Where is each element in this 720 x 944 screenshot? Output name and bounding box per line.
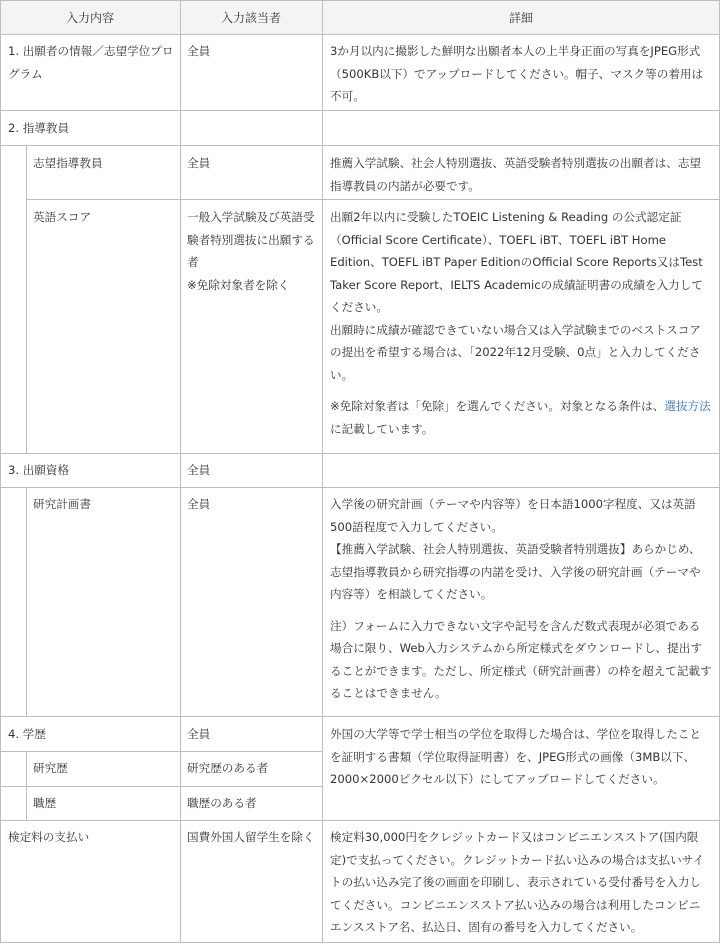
divider <box>0 820 720 821</box>
row-eligibility-who: 全員 <box>187 463 211 477</box>
divider <box>0 716 720 717</box>
row-research-plan-detail-1: 入学後の研究計画（テーマや内容等）を日本語1000字程度、又は英語500語程度で入力してください。 <box>330 497 696 534</box>
row-research-plan-detail <box>330 493 712 705</box>
row-photo-who: 全員 <box>187 44 211 58</box>
divider <box>180 0 181 943</box>
divider <box>0 0 1 943</box>
divider <box>0 0 720 1</box>
row-english-detail <box>330 206 712 440</box>
row-research-plan-detail-2: 【推薦入学試験、社会人特別選抜、英語受験者特別選抜】あらかじめ、志望指導教員から研究指導の内諾を受け、入学後の研究計画（テーマや内容等）を相談してください。 <box>330 542 701 601</box>
divider <box>26 751 27 820</box>
divider <box>0 110 720 111</box>
divider <box>0 786 322 787</box>
row-work-history-label: 職歴 <box>33 796 57 810</box>
divider <box>0 453 720 454</box>
row-research-history-who: 研究歴のある者 <box>187 761 269 775</box>
divider <box>0 145 720 146</box>
row-english-label: 英語スコア <box>33 210 91 224</box>
divider <box>322 0 323 943</box>
row-photo-label: 1. 出願者の情報／志望学位プログラム <box>8 44 174 81</box>
row-supervisor-who: 全員 <box>187 156 211 170</box>
row-research-history-label: 研究歴 <box>33 761 68 775</box>
row-fee-who: 国費外国人留学生を除く <box>187 830 315 844</box>
header-applicable-person: 入力該当者 <box>220 11 281 25</box>
divider <box>0 942 720 943</box>
divider <box>0 751 322 752</box>
row-research-plan-who: 全員 <box>187 497 211 511</box>
row-english-who: 一般入学試験及び英語受験者特別選抜に出願する者 <box>187 210 315 269</box>
row-photo-detail: 3か月以内に撮影した鮮明な出願者本人の上半身正面の写真をJPEG形式（500KB以下）でアップロードしてください。帽子、マスク等の着用は不可。 <box>330 44 704 103</box>
row-supervisor-detail: 推薦入学試験、社会人特別選抜、英語受験者特別選抜の出願者は、志望指導教員の内諾が必要です。 <box>330 156 702 193</box>
row-education-detail: 外国の大学等で学士相当の学位を取得した場合は、学位を取得したことを証明する書類（学位取得証明書）を、JPEG形式の画像（3MB以下、2000×2000ピクセル以下）にしてアップロードしてください。 <box>330 727 702 786</box>
row-eligibility-label: 3. 出願資格 <box>8 463 70 477</box>
header-details: 詳細 <box>508 11 533 25</box>
row-english-who-block <box>187 206 315 296</box>
divider <box>26 487 27 716</box>
row-english-who-note: ※免除対象者を除く <box>187 277 290 292</box>
selection-method-link[interactable]: 選抜方法 <box>664 399 711 413</box>
row-research-plan-detail-3: 注）フォームに入力できない文字や記号を含んだ数式表現が必須である場合に限り、Web入力システムから所定様式をダウンロードし、提出することができます。ただし、所定様式（研究計画書）の枠を超えて記載することはできません。 <box>330 618 712 700</box>
divider <box>26 199 720 200</box>
header-input-item: 入力内容 <box>65 11 114 25</box>
divider <box>26 145 27 453</box>
row-supervisor-group-label: 2. 指導教員 <box>8 121 70 135</box>
row-english-detail-2: 出願時に成績が確認できていない場合又は入学試験までのベストスコアの提出を希望する場合は、「2022年12月受験、0点」と入力してください。 <box>330 322 701 382</box>
row-english-detail-3: ※免除対象者は「免除」を選んでください。対象となる条件は、 <box>330 399 665 413</box>
divider <box>0 487 720 488</box>
row-english-detail-3-post: に記載しています。 <box>330 421 434 436</box>
row-education-label: 4. 学歴 <box>8 727 46 741</box>
row-fee-detail: 検定料30,000円をクレジットカード又はコンビニエンスストア(国内限定)で支払ってください。クレジットカード払い込みの場合は支払いサイトの払い込み完了後の画面を印刷し、表示されている受付番号を入力してください。コンビニエンスストア払い込みの場合は利用したコンビニエンスストア名、払込日、固有の番号を入力してください。 <box>330 830 705 934</box>
row-education-who: 全員 <box>187 727 211 741</box>
row-supervisor-label: 志望指導教員 <box>33 156 103 170</box>
row-fee-label: 検定料の支払い <box>8 830 90 844</box>
row-research-plan-label: 研究計画書 <box>33 497 91 511</box>
row-english-detail-1: 出願2年以内に受験したTOEIC Listening & Reading の公式認定証（Official Score Certificate）、TOEFL iBT、TOEFL iBT Home Edition、TOEFL iBT Paper EditionのOfficial Score Reports又はTest Taker Score Report、IELTS Academicの成績証明書の成績を入力してください。 <box>330 210 703 314</box>
row-work-history-who: 職歴のある者 <box>187 796 257 810</box>
divider <box>0 34 720 35</box>
